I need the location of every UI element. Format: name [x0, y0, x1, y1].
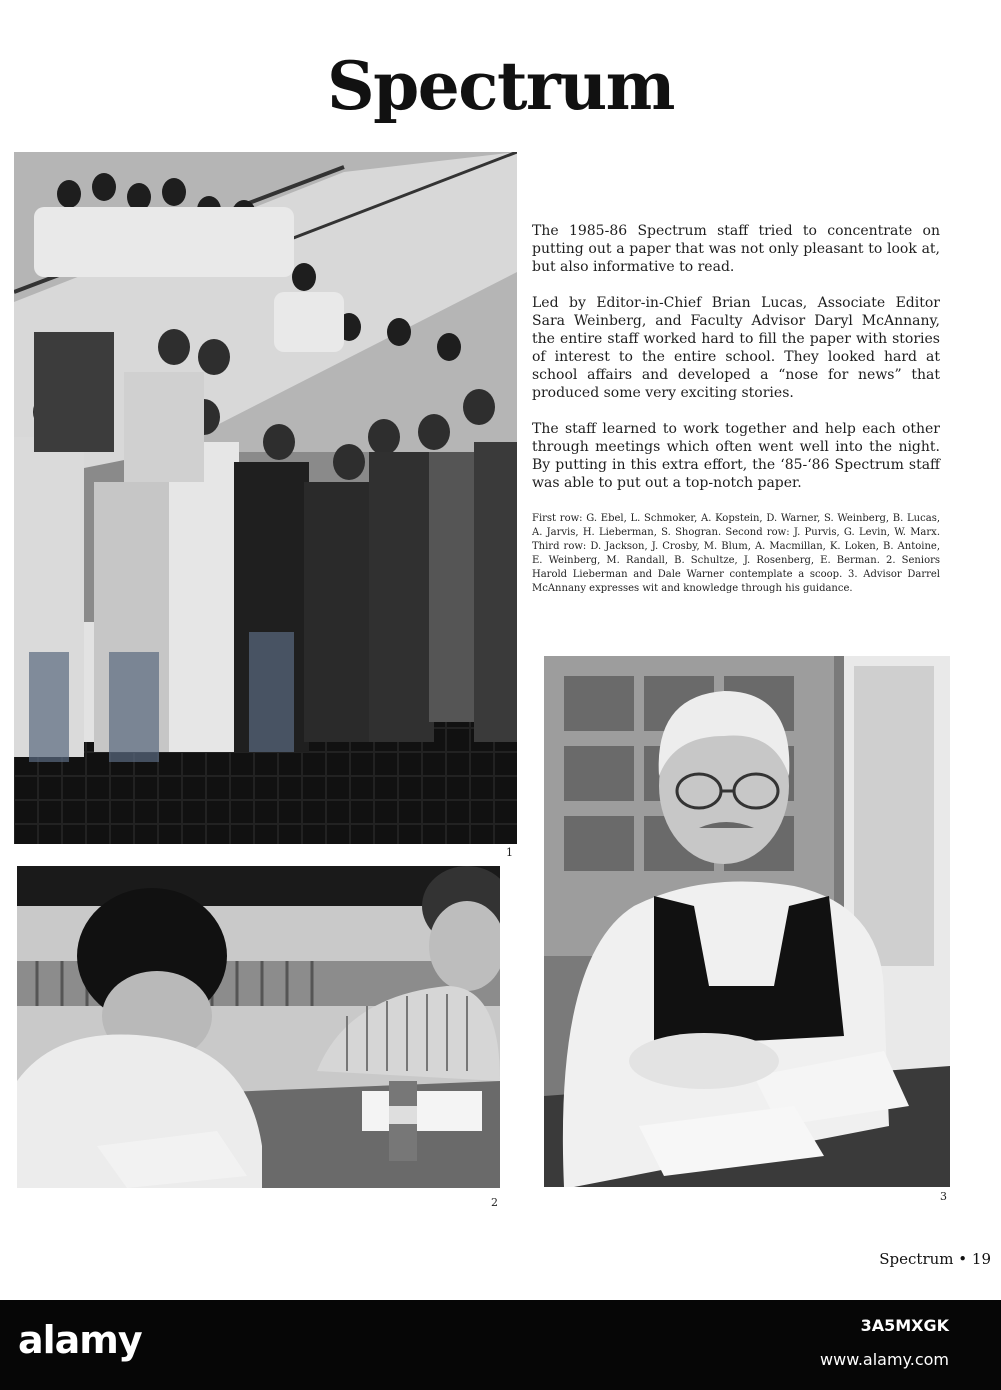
- advisor-at-desk-photo-illustration: [544, 656, 950, 1187]
- watermark-url: www.alamy.com: [820, 1350, 949, 1369]
- staff-group-photo: [14, 152, 517, 844]
- watermark-image-id: 3A5MXGK: [860, 1316, 949, 1335]
- story-text: [532, 222, 940, 510]
- story-paragraph: The 1985-86 Spectrum staff tried to concentrate on putting out a paper that was not only pleasant to look at, but also informative to read.: [532, 223, 940, 275]
- page-footer: Spectrum • 19: [879, 1250, 991, 1268]
- advisor-at-desk-photo: [544, 656, 950, 1187]
- story-paragraph: Led by Editor-in-Chief Brian Lucas, Associate Editor Sara Weinberg, and Faculty Advisor Daryl McAnnany, the entire staff worked hard to fill the paper with stories of interest to the entire school. They looked hard at school affairs and developed a “nose for news” that produced some very exciting stories.: [532, 295, 940, 401]
- watermark-bar: [0, 1300, 1001, 1390]
- seniors-at-table-photo: [17, 866, 500, 1188]
- photo-number-1: 1: [506, 846, 513, 859]
- photo-number-3: 3: [940, 1190, 947, 1203]
- story-paragraph: The staff learned to work together and help each other through meetings which often went well into the night. By putting in this extra effort, the ‘85-‘86 Spectrum staff was able to put out a top-notch paper.: [532, 421, 940, 491]
- staff-group-photo-illustration: [14, 152, 517, 844]
- photo-number-2: 2: [491, 1196, 498, 1209]
- watermark-logo: alamy: [18, 1318, 142, 1362]
- page-title: Spectrum: [326, 47, 675, 125]
- photo-caption: First row: G. Ebel, L. Schmoker, A. Kopstein, D. Warner, S. Weinberg, B. Lucas, A. Jarvis, H. Lieberman, S. Shogran. Second row: J. Purvis, G. Levin, W. Marx. Third row: D. Jackson, J. Crosby, M. Blum, A. Macmillan, K. Loken, B. Antoine, E. Weinberg, M. Randall, B. Schultze, J. Rosenberg, E. Berman. 2. Seniors Harold Lieberman and Dale Warner contemplate a scoop. 3. Advisor Darrel McAnnany expresses wit and knowledge through his guidance.: [532, 513, 940, 594]
- seniors-at-table-photo-illustration: [17, 866, 500, 1188]
